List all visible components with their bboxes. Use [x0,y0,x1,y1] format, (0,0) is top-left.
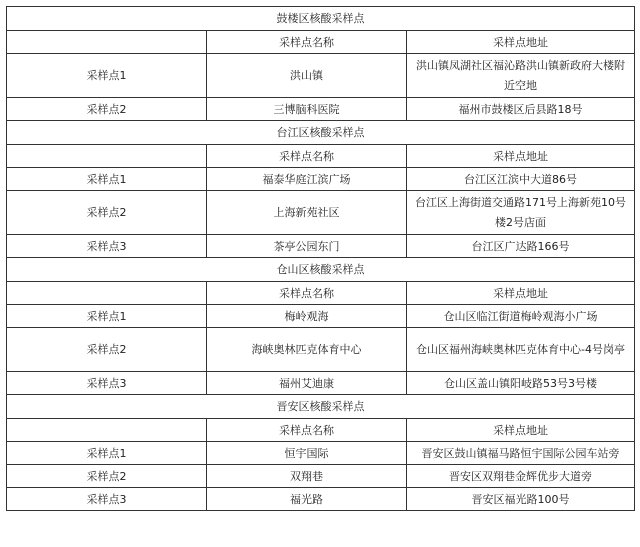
name-header: 采样点名称 [207,145,407,168]
empty-header-cell [7,145,207,168]
site-address: 福州市鼓楼区后县路18号 [407,98,635,121]
name-header: 采样点名称 [207,31,407,54]
site-name: 双翔巷 [207,465,407,488]
site-label: 采样点1 [7,54,207,98]
header-row [7,31,635,54]
district-title-row [7,395,635,419]
table-row [7,328,635,372]
site-label: 采样点2 [7,98,207,121]
site-label: 采样点1 [7,305,207,328]
site-name: 福光路 [207,488,407,511]
site-address: 洪山镇凤湖社区福沁路洪山镇新政府大楼附近空地 [407,54,635,98]
header-row [7,282,635,305]
table-row [7,168,635,191]
site-label: 采样点3 [7,235,207,258]
site-label: 采样点1 [7,168,207,191]
district-title-row [7,258,635,282]
table-row [7,235,635,258]
site-name: 福泰华庭江滨广场 [207,168,407,191]
district-title: 晋安区核酸采样点 [7,395,635,419]
empty-header-cell [7,31,207,54]
address-header: 采样点地址 [407,31,635,54]
site-name: 上海新苑社区 [207,191,407,235]
table-row [7,465,635,488]
table-row [7,191,635,235]
district-title: 鼓楼区核酸采样点 [7,7,635,31]
site-label: 采样点3 [7,488,207,511]
table-row [7,54,635,98]
table-row [7,98,635,121]
site-label: 采样点1 [7,442,207,465]
site-label: 采样点3 [7,372,207,395]
table-row [7,442,635,465]
site-name: 恒宇国际 [207,442,407,465]
sampling-sites-table [6,6,635,511]
district-title: 仓山区核酸采样点 [7,258,635,282]
empty-header-cell [7,282,207,305]
name-header: 采样点名称 [207,282,407,305]
site-address: 台江区广达路166号 [407,235,635,258]
site-address: 晋安区双翔巷金辉优步大道旁 [407,465,635,488]
site-address: 仓山区福州海峡奥林匹克体育中心-4号岗亭 [407,328,635,372]
site-address: 仓山区临江街道梅岭观海小广场 [407,305,635,328]
site-label: 采样点2 [7,328,207,372]
site-name: 梅岭观海 [207,305,407,328]
table-row [7,372,635,395]
header-row [7,419,635,442]
empty-header-cell [7,419,207,442]
site-address: 晋安区福光路100号 [407,488,635,511]
address-header: 采样点地址 [407,145,635,168]
address-header: 采样点地址 [407,282,635,305]
district-title: 台江区核酸采样点 [7,121,635,145]
site-address: 仓山区盖山镇阳岐路53号3号楼 [407,372,635,395]
table-row [7,305,635,328]
district-title-row [7,121,635,145]
site-name: 福州艾迪康 [207,372,407,395]
site-name: 三博脑科医院 [207,98,407,121]
site-address: 晋安区鼓山镇福马路恒宇国际公园车站旁 [407,442,635,465]
district-title-row [7,7,635,31]
name-header: 采样点名称 [207,419,407,442]
header-row [7,145,635,168]
site-name: 茶亭公园东门 [207,235,407,258]
site-label: 采样点2 [7,191,207,235]
site-label: 采样点2 [7,465,207,488]
site-name: 海峡奥林匹克体育中心 [207,328,407,372]
site-address: 台江区江滨中大道86号 [407,168,635,191]
site-address: 台江区上海街道交通路171号上海新苑10号楼2号店面 [407,191,635,235]
address-header: 采样点地址 [407,419,635,442]
table-row [7,488,635,511]
site-name: 洪山镇 [207,54,407,98]
